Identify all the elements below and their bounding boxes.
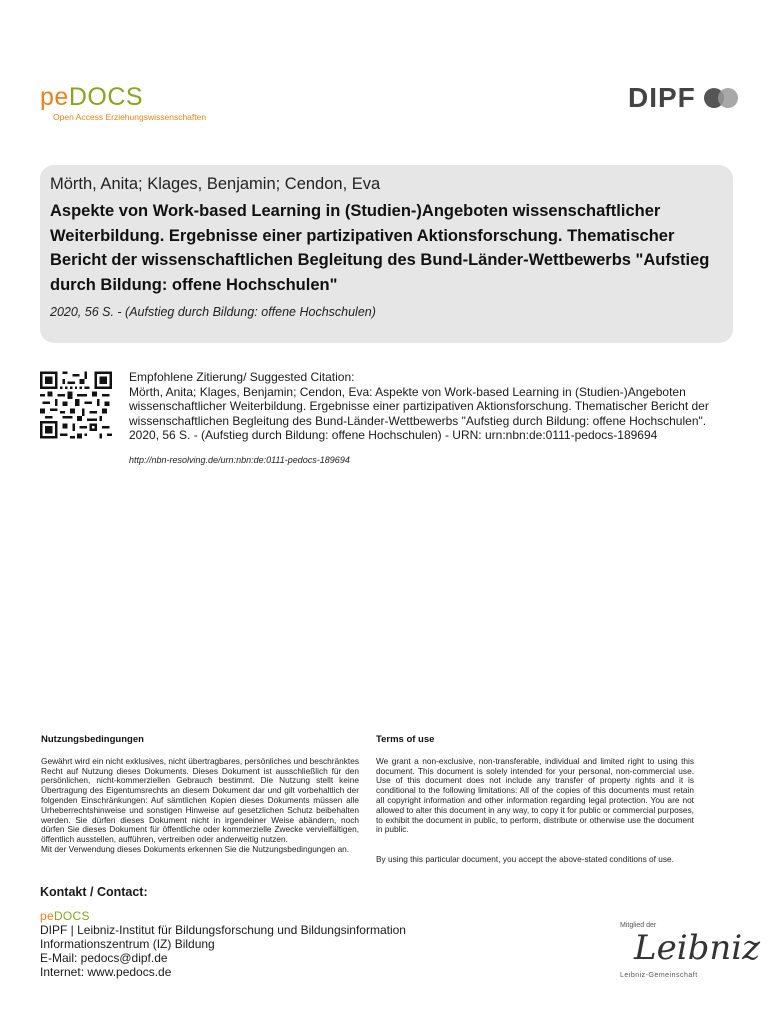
contact-heading: Kontakt / Contact: bbox=[40, 885, 148, 899]
dipf-logo-text: DIPF bbox=[628, 82, 696, 113]
terms-german-text: Gewährt wird ein nicht exklusives, nicht übertragbares, persönliches und beschränktes Recht auf Nutzung dieses Dokuments. Dieses Dokument ist ausschließlich für den persönlichen, nicht-kommerziellen Gebrauch bestimmt. Die Nutzung stellt keine Übertragung des Eigentumsrechts an diesem Dokument dar und gilt vorbehaltlich der folgenden Einschränkungen: Auf sämtlichen Kopien dieses Dokuments müssen alle Urheberrechtshinweise und sonstigen Hinweise auf gesetzlichen Schutz beibehalten werden. Sie dürfen dieses Dokument nicht in irgendeiner Weise abändern, noch dürfen Sie dieses Dokument für öffentliche oder kommerzielle Zwecke vervielfältigen, öffentlich ausstellen, aufführen, vertreiben oder anderweitig nutzen. bbox=[41, 755, 359, 845]
title-box bbox=[40, 165, 733, 343]
contact-center: Informationszentrum (IZ) Bildung bbox=[40, 937, 215, 951]
leibniz-logo bbox=[620, 922, 761, 992]
terms-english bbox=[376, 735, 694, 865]
citation-url-link[interactable]: http://nbn-resolving.de/urn:nbn:de:0111-pedocs-189694 bbox=[129, 455, 350, 465]
pedocs-logo-pe: pe bbox=[40, 83, 69, 111]
pedocs-small-logo: peDOCS bbox=[40, 909, 90, 923]
contact-email[interactable]: E-Mail: pedocs@dipf.de bbox=[40, 951, 168, 965]
citation-text: Mörth, Anita; Klages, Benjamin; Cendon, Eva: Aspekte von Work-based Learning in (Studien-)Angeboten wissenschaftlicher Weiterbildung. Ergebnisse einer partizipativen Aktionsforschung. Thematischer Bericht der wissenschaftlichen Begleitung des Bund-Länder-Wettbewerbs "Aufstieg durch Bildung: offene Hochschulen". 2020, 56 S. - (Aufstieg durch Bildung: offene Hochschulen) - URN: urn:nbn:de:0111-pedocs-189694 bbox=[129, 384, 709, 442]
pedocs-tagline: Open Access Erziehungswissenschaften bbox=[53, 112, 207, 122]
terms-german-acceptance: Mit der Verwendung dieses Dokuments erkennen Sie die Nutzungsbedingungen an. bbox=[41, 843, 350, 854]
pedocs-logo bbox=[40, 84, 206, 122]
leibniz-member-label: Mitglied der bbox=[620, 922, 657, 929]
qr-code-icon bbox=[40, 371, 112, 439]
document-authors: Mörth, Anita; Klages, Benjamin; Cendon, Eva bbox=[50, 175, 381, 193]
terms-german bbox=[41, 735, 359, 855]
terms-english-text: We grant a non-exclusive, non-transferable, individual and limited right to using this document. This document is solely intended for your personal, non-commercial use. Use of this document does not include any transfer of property rights and it is conditional to the following limitations: All of the copies of this documents must retain all copyright information and other information regarding legal protection. You are not allowed to alter this document in any way, to copy it for public or commercial purposes, to exhibit the document in public, to perform, distribute or otherwise use the document in public. bbox=[376, 755, 694, 835]
dipf-logo bbox=[628, 82, 744, 114]
dipf-circles-icon bbox=[704, 86, 744, 110]
terms-english-heading: Terms of use bbox=[376, 734, 435, 745]
contact-block bbox=[40, 909, 406, 979]
suggested-citation bbox=[129, 370, 739, 443]
leibniz-gemeinschaft-label: Leibniz-Gemeinschaft bbox=[620, 972, 698, 979]
pedocs-logo-word bbox=[40, 84, 206, 110]
publication-info: 2020, 56 S. - (Aufstieg durch Bildung: offene Hochschulen) bbox=[50, 305, 376, 319]
terms-english-acceptance: By using this particular document, you accept the above-stated conditions of use. bbox=[376, 854, 674, 865]
citation-label: Empfohlene Zitierung/ Suggested Citation: bbox=[129, 370, 355, 384]
terms-german-heading: Nutzungsbedingungen bbox=[41, 734, 144, 745]
document-title: Aspekte von Work-based Learning in (Studien-)Angeboten wissenschaftlicher Weiterbildung. Ergebnisse einer partizipativen Aktionsforschung. Thematischer Bericht der wissenschaftlichen Begleitung des Bund-Länder-Wettbewerbs "Aufstieg durch Bildung: offene Hochschulen" bbox=[50, 202, 710, 294]
leibniz-signature: Leibniz bbox=[634, 928, 761, 968]
contact-institute: DIPF | Leibniz-Institut für Bildungsforschung und Bildungsinformation bbox=[40, 923, 406, 937]
contact-website[interactable]: Internet: www.pedocs.de bbox=[40, 965, 172, 979]
pedocs-logo-docs: DOCS bbox=[68, 83, 144, 111]
